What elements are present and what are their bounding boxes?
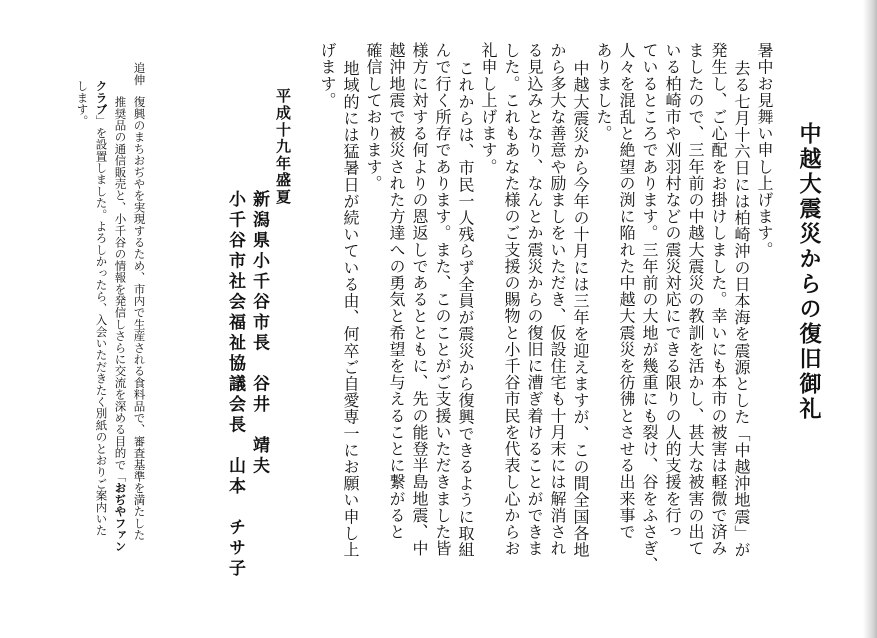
body-line: 人々を混乱と絶望の渕に陥れた中越大震災を彷彿とさせる出来事で [617, 42, 636, 540]
body-line: 発生し、ご心配をお掛けしました。幸いにも本市の被害は軽微で済み [709, 42, 728, 557]
postscript-heading: 追伸 [132, 62, 147, 86]
body-line: いる柏崎市や刈羽村などの震災対応にできる限りの人的支援を行っ [663, 42, 682, 540]
body-line: 確信しております。 [364, 42, 383, 192]
postscript-line: 復興のまちおぢやを実現するため、市内で生産される食料品で、審査基準を満たした [132, 96, 147, 541]
postscript-club-name: クラブ [94, 80, 109, 116]
body-line: 様方に対する何よりの恩返しであるとともに、先の能登半島地震、中 [410, 42, 429, 557]
page-edge-shadow [863, 0, 877, 638]
body-line: 中越大震災から今年の十月には三年を迎えますが、この間全国各地 [571, 60, 590, 558]
letter-date: 平成十九年盛夏 [274, 88, 292, 206]
body-line: 去る七月十六日には柏崎沖の日本海を震源とした「中越沖地震」が [732, 60, 751, 558]
body-line: これからは、市民一人残らず全員が震災から復興できるように取組 [456, 60, 475, 558]
body-line: から多大な善意や励ましをいただき、仮設住宅も十月末には解消され [548, 42, 567, 557]
postscript-club-name: おぢやファン [113, 482, 128, 553]
body-line: 地域的には猛暑日が続いている由、何卒ご自愛専一にお願い申し上 [341, 60, 360, 558]
letter-title: 中越大震災からの復旧御礼 [796, 122, 822, 422]
body-line: ありました。 [594, 42, 613, 142]
body-line: る見込みとなり、なんとか震災からの復旧に漕ぎ着けることができま [525, 42, 544, 557]
body-line: んで行く所存であります。また、このことがご支援いただきました皆 [433, 42, 452, 557]
signature-mayor: 新潟県小千谷市長 谷井 靖夫 [249, 190, 269, 477]
body-line: 越沖地震で被災された方達への勇気と希望を与えることに繋がると [387, 42, 406, 540]
body-line: 礼申し上げます。 [479, 42, 498, 175]
body-line: げます。 [318, 42, 337, 109]
body-line: した。これもあなた様のご支援の賜物と小千谷市民を代表し心からお [502, 42, 521, 557]
body-line: 暑中お見舞い申し上げます。 [755, 42, 774, 258]
postscript-line: します。 [75, 80, 90, 127]
body-line: ているところであります。三年前の大地が幾重にも裂け、谷をふさぎ、 [640, 42, 659, 574]
postscript-line [114, 96, 126, 552]
postscript-text: 推奨品の通信販売と、小千谷の情報を発信しさらに交流を深める目的で「 [113, 96, 128, 483]
signature-council-chair: 小千谷市社会福祉協議会長 山本 チサ子 [225, 190, 245, 580]
postscript-text: 」を設置しました。よろしかったら、入会いただきたく別紙のとおりご案内いた [94, 115, 109, 537]
body-line: ましたので、三年前の中越大震災の教訓を活かし、甚大な被害の出て [686, 42, 705, 557]
postscript-line [95, 80, 107, 536]
